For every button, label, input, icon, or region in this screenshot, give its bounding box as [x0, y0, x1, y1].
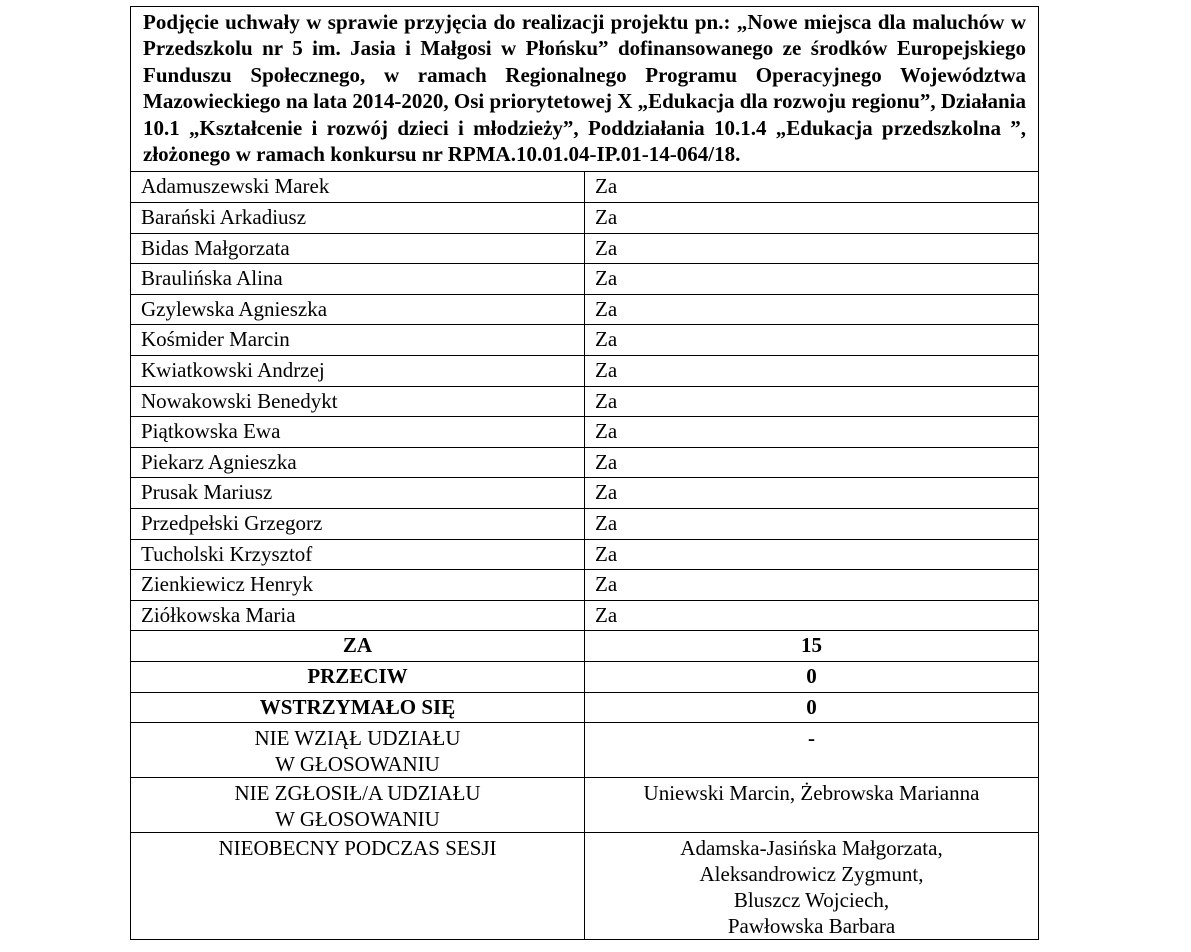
- member-row: [131, 264, 1039, 295]
- nie-wzial-udzialu-label-line2: W GŁOSOWANIU: [275, 752, 440, 777]
- member-name: Piekarz Agnieszka: [131, 447, 585, 478]
- member-vote: Za: [585, 172, 1039, 203]
- absent-member-name: Adamska-Jasińska Małgorzata,: [680, 836, 943, 861]
- member-row: [131, 203, 1039, 234]
- nieobecny-row: [131, 833, 1039, 940]
- member-vote: Za: [585, 508, 1039, 539]
- member-row: [131, 570, 1039, 601]
- nie-zglosil-udzialu-label: [131, 778, 585, 833]
- member-vote: Za: [585, 447, 1039, 478]
- total-przeciw-row: [131, 661, 1039, 692]
- absent-member-name: Aleksandrowicz Zygmunt,: [699, 862, 924, 887]
- member-name: Nowakowski Benedykt: [131, 386, 585, 417]
- nieobecny-label: NIEOBECNY PODCZAS SESJI: [131, 833, 585, 940]
- member-row: [131, 294, 1039, 325]
- total-wstrzymalo-label: WSTRZYMAŁO SIĘ: [131, 692, 585, 723]
- resolution-header-row: [131, 7, 1039, 172]
- member-vote: Za: [585, 539, 1039, 570]
- nie-wzial-udzialu-value: -: [585, 723, 1039, 778]
- member-name: Kośmider Marcin: [131, 325, 585, 356]
- total-wstrzymalo-row: [131, 692, 1039, 723]
- member-row: [131, 172, 1039, 203]
- member-name: Adamuszewski Marek: [131, 172, 585, 203]
- member-row: [131, 417, 1039, 448]
- nie-zglosil-udzialu-label-line2: W GŁOSOWANIU: [275, 807, 440, 832]
- absent-member-name: Bluszcz Wojciech,: [733, 888, 890, 913]
- total-przeciw-value: 0: [585, 661, 1039, 692]
- member-name: Bidas Małgorzata: [131, 233, 585, 264]
- member-vote: Za: [585, 264, 1039, 295]
- total-za-value: 15: [585, 631, 1039, 662]
- member-vote: Za: [585, 203, 1039, 234]
- member-vote: Za: [585, 294, 1039, 325]
- member-name: Barański Arkadiusz: [131, 203, 585, 234]
- nie-zglosil-udzialu-label-line1: NIE ZGŁOSIŁ/A UDZIAŁU: [234, 781, 481, 806]
- member-name: Przedpełski Grzegorz: [131, 508, 585, 539]
- nie-zglosil-udzialu-row: [131, 778, 1039, 833]
- member-row: [131, 356, 1039, 387]
- member-row: [131, 233, 1039, 264]
- member-row: [131, 325, 1039, 356]
- nie-wzial-udzialu-row: [131, 723, 1039, 778]
- member-vote: Za: [585, 417, 1039, 448]
- member-name: Prusak Mariusz: [131, 478, 585, 509]
- member-row: [131, 508, 1039, 539]
- nie-wzial-udzialu-label: [131, 723, 585, 778]
- member-name: Tucholski Krzysztof: [131, 539, 585, 570]
- member-row: [131, 386, 1039, 417]
- resolution-title: Podjęcie uchwały w sprawie przyjęcia do realizacji projektu pn.: „Nowe miejsca dla maluchów w Przedszkolu nr 5 im. Jasia i Małgosi w Płońsku” dofinansowanego ze środków Europejskiego Funduszu Społecznego, w ramach Regionalnego Programu Operacyjnego Województwa Mazowieckiego na lata 2014-2020, Osi priorytetowej X „Edukacja dla rozwoju regionu”, Działania 10.1 „Kształcenie i rozwój dzieci i młodzieży”, Poddziałania 10.1.4 „Edukacja przedszkolna ”, złożonego w ramach konkursu nr RPMA.10.01.04-IP.01-14-064/18.: [131, 7, 1039, 172]
- member-vote: Za: [585, 325, 1039, 356]
- member-vote: Za: [585, 478, 1039, 509]
- member-vote: Za: [585, 600, 1039, 631]
- member-vote: Za: [585, 386, 1039, 417]
- total-przeciw-label: PRZECIW: [131, 661, 585, 692]
- nie-zglosil-udzialu-value: Uniewski Marcin, Żebrowska Marianna: [585, 778, 1039, 833]
- total-za-label: ZA: [131, 631, 585, 662]
- total-wstrzymalo-value: 0: [585, 692, 1039, 723]
- nieobecny-value: [585, 833, 1039, 940]
- member-row: [131, 447, 1039, 478]
- member-row: [131, 600, 1039, 631]
- member-vote: Za: [585, 233, 1039, 264]
- member-row: [131, 478, 1039, 509]
- voting-results-table: [130, 6, 1039, 940]
- member-name: Kwiatkowski Andrzej: [131, 356, 585, 387]
- total-za-row: [131, 631, 1039, 662]
- member-name: Piątkowska Ewa: [131, 417, 585, 448]
- member-vote: Za: [585, 356, 1039, 387]
- member-name: Zienkiewicz Henryk: [131, 570, 585, 601]
- member-name: Ziółkowska Maria: [131, 600, 585, 631]
- member-row: [131, 539, 1039, 570]
- nie-wzial-udzialu-label-line1: NIE WZIĄŁ UDZIAŁU: [254, 726, 461, 751]
- member-name: Gzylewska Agnieszka: [131, 294, 585, 325]
- absent-member-name: Pawłowska Barbara: [727, 914, 896, 939]
- member-name: Braulińska Alina: [131, 264, 585, 295]
- member-vote: Za: [585, 570, 1039, 601]
